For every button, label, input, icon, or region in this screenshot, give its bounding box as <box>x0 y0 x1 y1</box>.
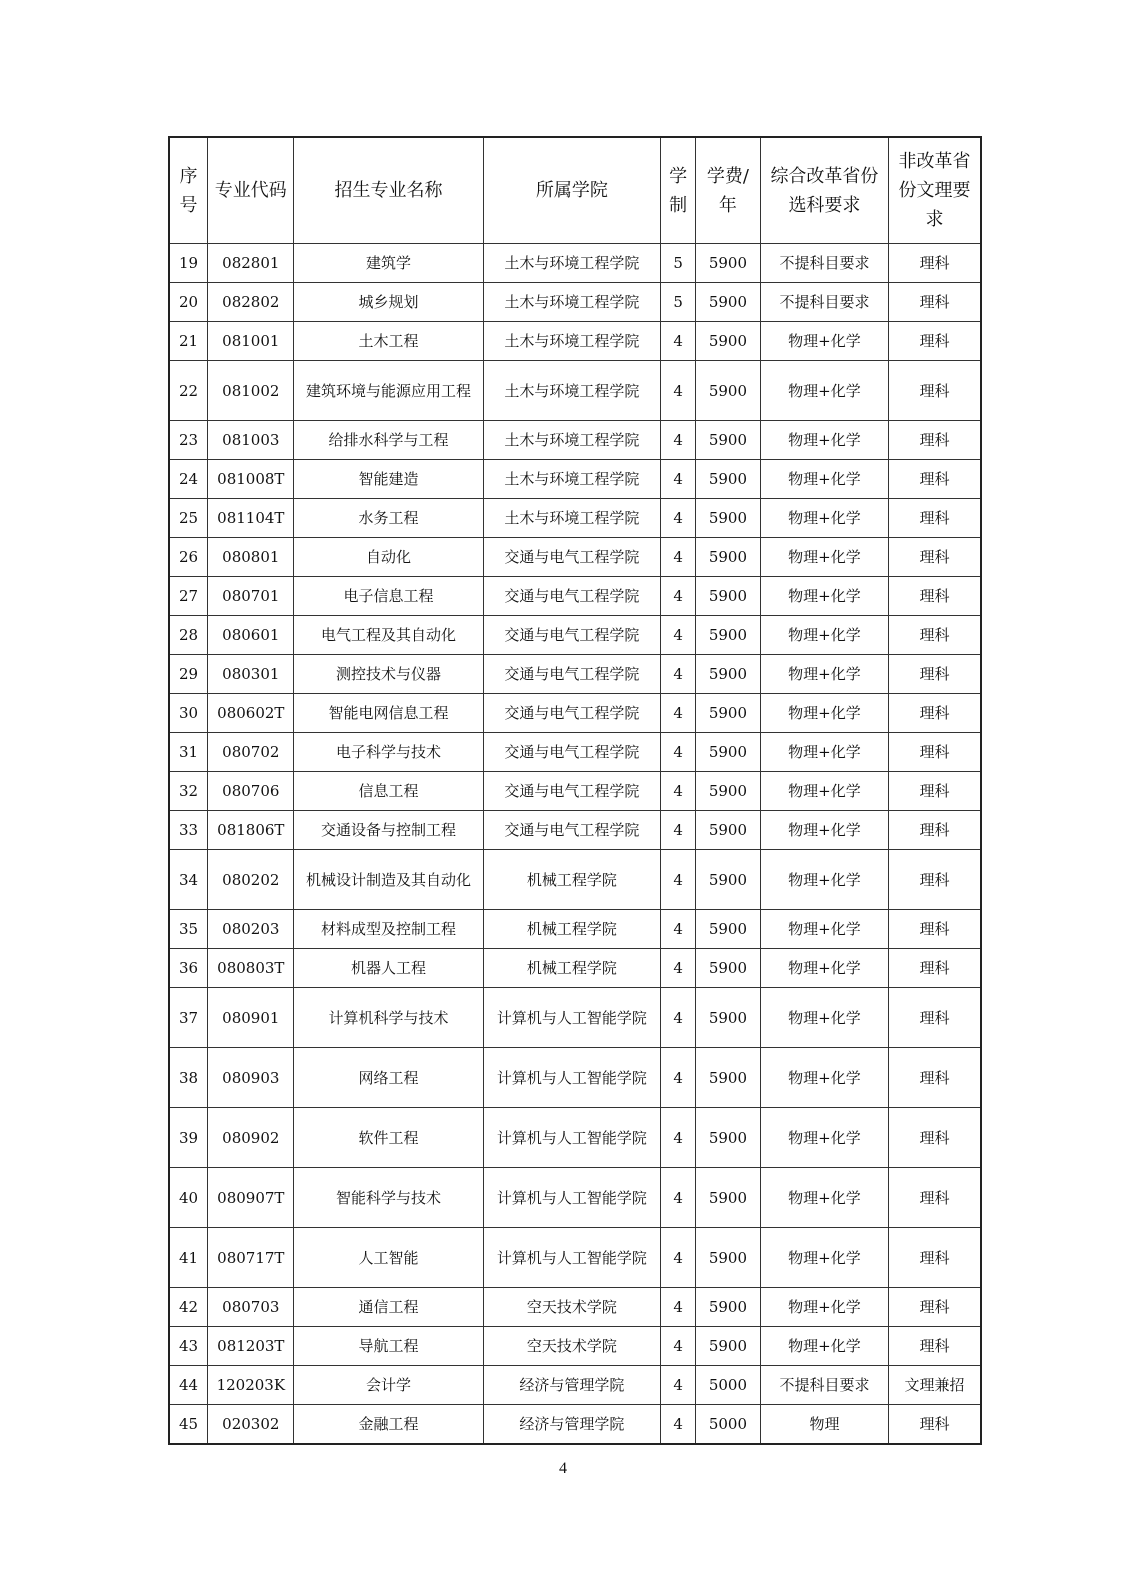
cell-nonreform-track: 理科 <box>888 1108 981 1168</box>
cell-college: 计算机与人工智能学院 <box>483 988 661 1048</box>
table-row <box>169 1405 981 1445</box>
cell-college: 交通与电气工程学院 <box>483 733 661 772</box>
cell-reform-subjects: 物理 <box>760 1405 888 1445</box>
table-row <box>169 499 981 538</box>
cell-code: 080801 <box>208 538 294 577</box>
cell-code: 082801 <box>208 244 294 283</box>
cell-years: 4 <box>661 1168 696 1228</box>
cell-college: 空天技术学院 <box>483 1288 661 1327</box>
table-row <box>169 988 981 1048</box>
header-college: 所属学院 <box>483 137 661 244</box>
cell-code: 080703 <box>208 1288 294 1327</box>
cell-fee: 5900 <box>695 850 760 910</box>
cell-major: 给排水科学与工程 <box>294 421 483 460</box>
cell-fee: 5900 <box>695 733 760 772</box>
cell-fee: 5900 <box>695 616 760 655</box>
table-row <box>169 538 981 577</box>
cell-code: 080907T <box>208 1168 294 1228</box>
cell-major: 测控技术与仪器 <box>294 655 483 694</box>
cell-college: 土木与环境工程学院 <box>483 499 661 538</box>
cell-index: 19 <box>169 244 208 283</box>
cell-reform-subjects: 物理+化学 <box>760 1327 888 1366</box>
cell-reform-subjects: 不提科目要求 <box>760 283 888 322</box>
cell-fee: 5900 <box>695 283 760 322</box>
cell-index: 37 <box>169 988 208 1048</box>
cell-index: 25 <box>169 499 208 538</box>
cell-code: 080602T <box>208 694 294 733</box>
cell-years: 4 <box>661 850 696 910</box>
cell-college: 计算机与人工智能学院 <box>483 1108 661 1168</box>
table-row <box>169 1048 981 1108</box>
cell-reform-subjects: 物理+化学 <box>760 421 888 460</box>
cell-fee: 5000 <box>695 1366 760 1405</box>
table-row <box>169 850 981 910</box>
cell-code: 080902 <box>208 1108 294 1168</box>
cell-index: 20 <box>169 283 208 322</box>
cell-years: 4 <box>661 1048 696 1108</box>
cell-reform-subjects: 不提科目要求 <box>760 244 888 283</box>
cell-reform-subjects: 物理+化学 <box>760 949 888 988</box>
cell-nonreform-track: 理科 <box>888 616 981 655</box>
cell-index: 31 <box>169 733 208 772</box>
cell-years: 4 <box>661 949 696 988</box>
cell-fee: 5900 <box>695 460 760 499</box>
cell-major: 计算机科学与技术 <box>294 988 483 1048</box>
cell-years: 4 <box>661 1108 696 1168</box>
cell-code: 080301 <box>208 655 294 694</box>
cell-years: 4 <box>661 616 696 655</box>
cell-index: 23 <box>169 421 208 460</box>
cell-fee: 5900 <box>695 811 760 850</box>
cell-reform-subjects: 物理+化学 <box>760 361 888 421</box>
cell-nonreform-track: 理科 <box>888 322 981 361</box>
cell-code: 020302 <box>208 1405 294 1445</box>
cell-code: 081008T <box>208 460 294 499</box>
cell-code: 081104T <box>208 499 294 538</box>
cell-nonreform-track: 理科 <box>888 538 981 577</box>
cell-major: 会计学 <box>294 1366 483 1405</box>
cell-nonreform-track: 理科 <box>888 694 981 733</box>
cell-fee: 5900 <box>695 577 760 616</box>
cell-nonreform-track: 理科 <box>888 988 981 1048</box>
cell-index: 24 <box>169 460 208 499</box>
cell-years: 4 <box>661 499 696 538</box>
cell-nonreform-track: 理科 <box>888 910 981 949</box>
cell-college: 土木与环境工程学院 <box>483 361 661 421</box>
cell-fee: 5900 <box>695 322 760 361</box>
cell-fee: 5900 <box>695 361 760 421</box>
table-row <box>169 811 981 850</box>
table-row <box>169 244 981 283</box>
table-body <box>169 244 981 1445</box>
cell-index: 30 <box>169 694 208 733</box>
cell-major: 网络工程 <box>294 1048 483 1108</box>
cell-major: 机器人工程 <box>294 949 483 988</box>
cell-years: 4 <box>661 988 696 1048</box>
header-years: 学制 <box>661 137 696 244</box>
cell-reform-subjects: 物理+化学 <box>760 1288 888 1327</box>
cell-reform-subjects: 物理+化学 <box>760 538 888 577</box>
cell-code: 120203K <box>208 1366 294 1405</box>
cell-years: 4 <box>661 1327 696 1366</box>
cell-major: 信息工程 <box>294 772 483 811</box>
cell-code: 080601 <box>208 616 294 655</box>
cell-reform-subjects: 物理+化学 <box>760 694 888 733</box>
cell-reform-subjects: 物理+化学 <box>760 1108 888 1168</box>
cell-college: 土木与环境工程学院 <box>483 322 661 361</box>
cell-years: 4 <box>661 910 696 949</box>
cell-index: 38 <box>169 1048 208 1108</box>
cell-index: 34 <box>169 850 208 910</box>
cell-fee: 5900 <box>695 1048 760 1108</box>
cell-reform-subjects: 物理+化学 <box>760 1228 888 1288</box>
cell-major: 金融工程 <box>294 1405 483 1445</box>
cell-college: 土木与环境工程学院 <box>483 460 661 499</box>
cell-code: 081002 <box>208 361 294 421</box>
cell-nonreform-track: 理科 <box>888 1327 981 1366</box>
cell-nonreform-track: 理科 <box>888 1288 981 1327</box>
cell-index: 22 <box>169 361 208 421</box>
cell-major: 智能科学与技术 <box>294 1168 483 1228</box>
cell-index: 45 <box>169 1405 208 1445</box>
cell-reform-subjects: 物理+化学 <box>760 616 888 655</box>
cell-major: 软件工程 <box>294 1108 483 1168</box>
cell-years: 4 <box>661 577 696 616</box>
cell-reform-subjects: 物理+化学 <box>760 655 888 694</box>
cell-index: 33 <box>169 811 208 850</box>
cell-years: 4 <box>661 1405 696 1445</box>
table-row <box>169 361 981 421</box>
cell-index: 26 <box>169 538 208 577</box>
cell-college: 计算机与人工智能学院 <box>483 1048 661 1108</box>
table-header-row <box>169 137 981 244</box>
cell-nonreform-track: 理科 <box>888 499 981 538</box>
cell-major: 机械设计制造及其自动化 <box>294 850 483 910</box>
cell-code: 080901 <box>208 988 294 1048</box>
table-row <box>169 694 981 733</box>
cell-index: 21 <box>169 322 208 361</box>
page-number: 4 <box>559 1460 567 1477</box>
cell-reform-subjects: 物理+化学 <box>760 988 888 1048</box>
cell-major: 电气工程及其自动化 <box>294 616 483 655</box>
cell-fee: 5900 <box>695 244 760 283</box>
table-row <box>169 421 981 460</box>
cell-reform-subjects: 物理+化学 <box>760 1168 888 1228</box>
cell-major: 通信工程 <box>294 1288 483 1327</box>
cell-code: 081806T <box>208 811 294 850</box>
cell-fee: 5900 <box>695 988 760 1048</box>
cell-years: 4 <box>661 538 696 577</box>
cell-nonreform-track: 理科 <box>888 244 981 283</box>
cell-major: 交通设备与控制工程 <box>294 811 483 850</box>
table-row <box>169 283 981 322</box>
cell-college: 土木与环境工程学院 <box>483 244 661 283</box>
table-row <box>169 322 981 361</box>
cell-college: 计算机与人工智能学院 <box>483 1228 661 1288</box>
table-row <box>169 460 981 499</box>
cell-reform-subjects: 物理+化学 <box>760 811 888 850</box>
cell-years: 4 <box>661 322 696 361</box>
header-index: 序号 <box>169 137 208 244</box>
cell-nonreform-track: 理科 <box>888 850 981 910</box>
cell-index: 44 <box>169 1366 208 1405</box>
cell-fee: 5900 <box>695 1168 760 1228</box>
table-row <box>169 1228 981 1288</box>
table-row <box>169 577 981 616</box>
cell-code: 080903 <box>208 1048 294 1108</box>
cell-years: 4 <box>661 1228 696 1288</box>
cell-college: 交通与电气工程学院 <box>483 694 661 733</box>
cell-years: 4 <box>661 460 696 499</box>
table-row <box>169 1327 981 1366</box>
header-fee: 学费/年 <box>695 137 760 244</box>
cell-years: 4 <box>661 655 696 694</box>
cell-college: 机械工程学院 <box>483 850 661 910</box>
cell-reform-subjects: 物理+化学 <box>760 499 888 538</box>
cell-college: 交通与电气工程学院 <box>483 655 661 694</box>
cell-college: 机械工程学院 <box>483 910 661 949</box>
cell-nonreform-track: 理科 <box>888 1228 981 1288</box>
cell-years: 4 <box>661 811 696 850</box>
cell-nonreform-track: 理科 <box>888 772 981 811</box>
cell-reform-subjects: 物理+化学 <box>760 733 888 772</box>
cell-index: 39 <box>169 1108 208 1168</box>
cell-college: 机械工程学院 <box>483 949 661 988</box>
cell-major: 智能电网信息工程 <box>294 694 483 733</box>
table-row <box>169 733 981 772</box>
cell-fee: 5900 <box>695 1108 760 1168</box>
cell-fee: 5900 <box>695 538 760 577</box>
cell-reform-subjects: 不提科目要求 <box>760 1366 888 1405</box>
cell-years: 4 <box>661 733 696 772</box>
cell-fee: 5900 <box>695 421 760 460</box>
cell-index: 36 <box>169 949 208 988</box>
header-reform-subjects: 综合改革省份选科要求 <box>760 137 888 244</box>
table-row <box>169 655 981 694</box>
cell-code: 081203T <box>208 1327 294 1366</box>
cell-nonreform-track: 理科 <box>888 421 981 460</box>
cell-college: 经济与管理学院 <box>483 1366 661 1405</box>
cell-code: 080706 <box>208 772 294 811</box>
cell-years: 4 <box>661 694 696 733</box>
cell-major: 建筑学 <box>294 244 483 283</box>
table-row <box>169 910 981 949</box>
cell-fee: 5900 <box>695 772 760 811</box>
cell-code: 080203 <box>208 910 294 949</box>
cell-code: 081001 <box>208 322 294 361</box>
cell-reform-subjects: 物理+化学 <box>760 850 888 910</box>
cell-major: 材料成型及控制工程 <box>294 910 483 949</box>
cell-fee: 5900 <box>695 694 760 733</box>
header-code: 专业代码 <box>208 137 294 244</box>
cell-fee: 5000 <box>695 1405 760 1445</box>
cell-reform-subjects: 物理+化学 <box>760 460 888 499</box>
cell-index: 42 <box>169 1288 208 1327</box>
cell-index: 41 <box>169 1228 208 1288</box>
cell-major: 智能建造 <box>294 460 483 499</box>
cell-nonreform-track: 文理兼招 <box>888 1366 981 1405</box>
cell-nonreform-track: 理科 <box>888 361 981 421</box>
cell-college: 土木与环境工程学院 <box>483 283 661 322</box>
cell-reform-subjects: 物理+化学 <box>760 772 888 811</box>
cell-nonreform-track: 理科 <box>888 577 981 616</box>
cell-major: 电子科学与技术 <box>294 733 483 772</box>
cell-years: 5 <box>661 283 696 322</box>
cell-major: 水务工程 <box>294 499 483 538</box>
header-nonreform-track: 非改革省份文理要求 <box>888 137 981 244</box>
cell-reform-subjects: 物理+化学 <box>760 1048 888 1108</box>
cell-major: 电子信息工程 <box>294 577 483 616</box>
table-row <box>169 1366 981 1405</box>
cell-years: 5 <box>661 244 696 283</box>
cell-fee: 5900 <box>695 949 760 988</box>
cell-college: 经济与管理学院 <box>483 1405 661 1445</box>
cell-fee: 5900 <box>695 499 760 538</box>
cell-nonreform-track: 理科 <box>888 1405 981 1445</box>
cell-nonreform-track: 理科 <box>888 655 981 694</box>
cell-college: 交通与电气工程学院 <box>483 538 661 577</box>
table-row <box>169 1108 981 1168</box>
cell-years: 4 <box>661 772 696 811</box>
cell-nonreform-track: 理科 <box>888 949 981 988</box>
cell-nonreform-track: 理科 <box>888 811 981 850</box>
cell-index: 27 <box>169 577 208 616</box>
cell-reform-subjects: 物理+化学 <box>760 577 888 616</box>
cell-reform-subjects: 物理+化学 <box>760 910 888 949</box>
cell-college: 土木与环境工程学院 <box>483 421 661 460</box>
cell-college: 空天技术学院 <box>483 1327 661 1366</box>
cell-college: 计算机与人工智能学院 <box>483 1168 661 1228</box>
cell-index: 29 <box>169 655 208 694</box>
cell-code: 081003 <box>208 421 294 460</box>
cell-years: 4 <box>661 1288 696 1327</box>
table-row <box>169 949 981 988</box>
cell-major: 导航工程 <box>294 1327 483 1366</box>
admissions-table <box>168 136 982 1445</box>
cell-years: 4 <box>661 361 696 421</box>
cell-nonreform-track: 理科 <box>888 1048 981 1108</box>
cell-reform-subjects: 物理+化学 <box>760 322 888 361</box>
cell-code: 080803T <box>208 949 294 988</box>
cell-code: 080202 <box>208 850 294 910</box>
cell-fee: 5900 <box>695 1327 760 1366</box>
cell-fee: 5900 <box>695 1228 760 1288</box>
cell-index: 35 <box>169 910 208 949</box>
header-major: 招生专业名称 <box>294 137 483 244</box>
cell-index: 32 <box>169 772 208 811</box>
cell-major: 人工智能 <box>294 1228 483 1288</box>
cell-code: 082802 <box>208 283 294 322</box>
cell-fee: 5900 <box>695 910 760 949</box>
cell-code: 080701 <box>208 577 294 616</box>
cell-nonreform-track: 理科 <box>888 1168 981 1228</box>
cell-nonreform-track: 理科 <box>888 283 981 322</box>
admissions-sheet <box>168 136 982 1445</box>
cell-major: 城乡规划 <box>294 283 483 322</box>
cell-fee: 5900 <box>695 1288 760 1327</box>
table-row <box>169 1168 981 1228</box>
cell-index: 28 <box>169 616 208 655</box>
cell-college: 交通与电气工程学院 <box>483 616 661 655</box>
cell-college: 交通与电气工程学院 <box>483 811 661 850</box>
table-row <box>169 1288 981 1327</box>
cell-college: 交通与电气工程学院 <box>483 772 661 811</box>
cell-major: 自动化 <box>294 538 483 577</box>
table-row <box>169 772 981 811</box>
cell-nonreform-track: 理科 <box>888 733 981 772</box>
table-row <box>169 616 981 655</box>
cell-college: 交通与电气工程学院 <box>483 577 661 616</box>
cell-major: 建筑环境与能源应用工程 <box>294 361 483 421</box>
cell-code: 080702 <box>208 733 294 772</box>
cell-code: 080717T <box>208 1228 294 1288</box>
cell-years: 4 <box>661 421 696 460</box>
cell-nonreform-track: 理科 <box>888 460 981 499</box>
cell-major: 土木工程 <box>294 322 483 361</box>
cell-index: 40 <box>169 1168 208 1228</box>
cell-fee: 5900 <box>695 655 760 694</box>
cell-index: 43 <box>169 1327 208 1366</box>
cell-years: 4 <box>661 1366 696 1405</box>
